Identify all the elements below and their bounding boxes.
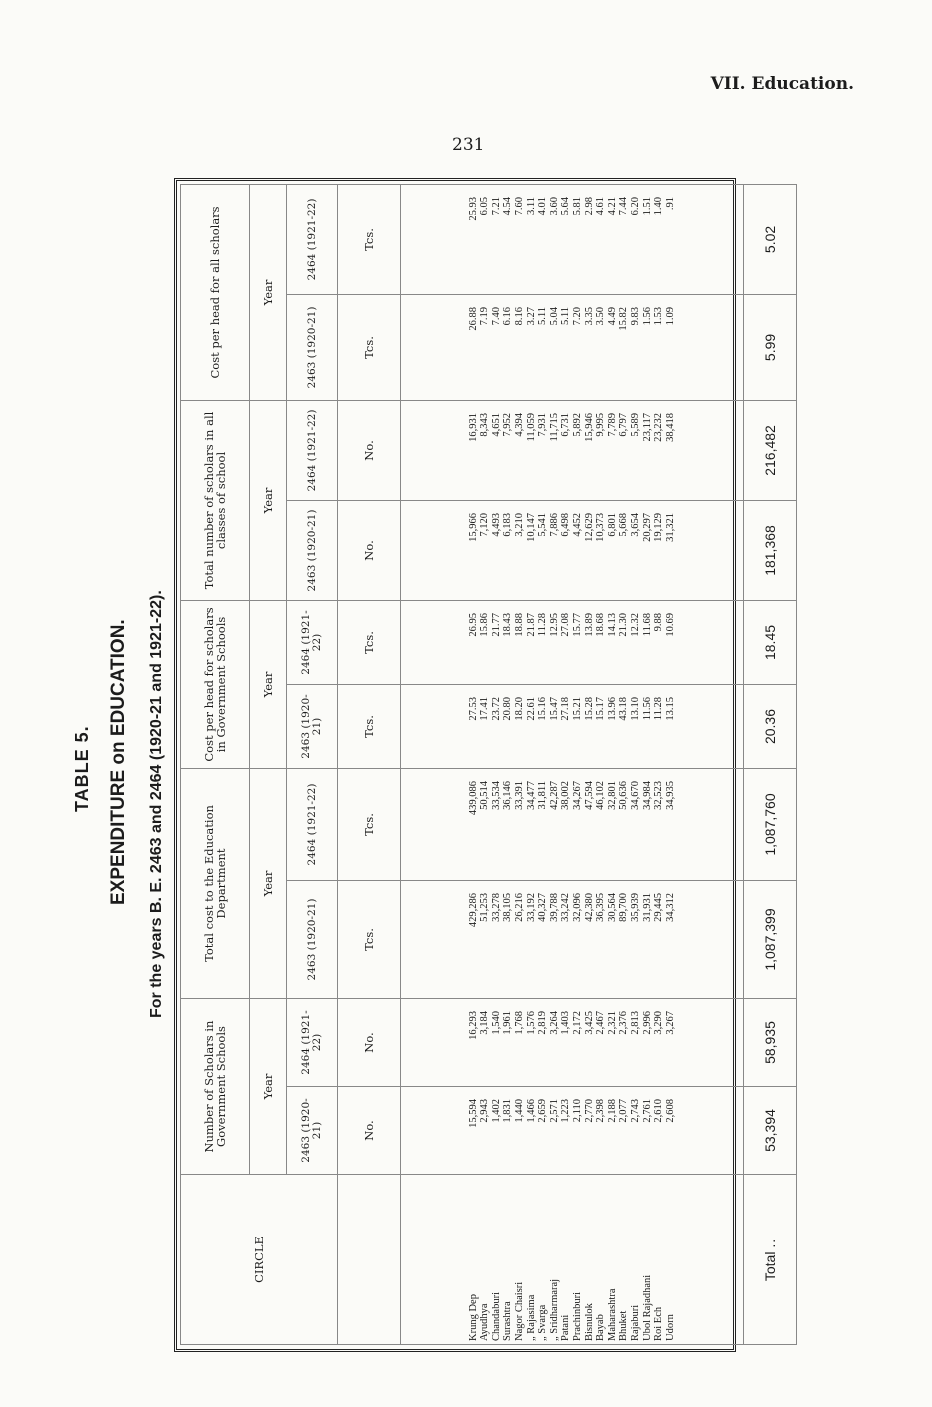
table-cell: 25.93 — [467, 196, 479, 221]
table-cell: 7.44 — [618, 196, 630, 216]
header-cost-per-head-all: Cost per head for all scholars — [181, 184, 250, 400]
circle-name: „ Sridharmaraj — [548, 1278, 560, 1341]
total-row — [744, 184, 797, 1344]
table-cell: 2,610 — [653, 1099, 665, 1123]
header-total-cost: Total cost to the Education Department — [181, 769, 250, 999]
table-cell: 10,147 — [525, 512, 537, 542]
table-cell: 1,831 — [502, 1099, 514, 1123]
year-2464: 2464 (1921-22) — [287, 600, 338, 684]
table-cell: 7,789 — [606, 412, 618, 437]
data-column — [401, 600, 744, 684]
table-cell: 34,312 — [664, 893, 676, 922]
unit-label: Tcs. — [338, 685, 401, 769]
table-cell: 7.60 — [514, 196, 526, 216]
table-cell: 3,290 — [653, 1011, 665, 1035]
table-cell: 46,102 — [595, 781, 607, 810]
data-column — [401, 400, 744, 500]
data-body — [401, 184, 744, 1344]
table-cell: 6.05 — [479, 196, 491, 216]
table-cell: 50,514 — [479, 781, 491, 810]
total-value: 216,482 — [744, 400, 797, 500]
table-cell: .91 — [664, 196, 676, 211]
total-value: 58,935 — [744, 999, 797, 1087]
table-cell: 20.80 — [502, 697, 514, 721]
table-cell: 1,768 — [514, 1011, 526, 1035]
table-cell: 15,594 — [467, 1099, 479, 1128]
table-cell: 3,264 — [548, 1011, 560, 1035]
circle-name: Prachinburi — [572, 1292, 583, 1341]
unit-label: No. — [338, 500, 401, 600]
table-cell: 13.89 — [583, 612, 595, 637]
expenditure-table — [180, 184, 797, 1345]
table-cell: 40,327 — [537, 893, 549, 922]
table-cell: 16,931 — [467, 412, 479, 442]
total-label: Total .. — [744, 1175, 797, 1345]
table-cell: 33,534 — [490, 781, 502, 810]
table-cell: 429,286 — [467, 893, 479, 928]
unit-label: Tcs. — [338, 769, 401, 881]
table-cell: 18.68 — [595, 612, 607, 637]
table-cell: 30,564 — [606, 893, 618, 922]
year-2463: 2463 (1920-21) — [287, 500, 338, 600]
year-header: Year — [250, 184, 287, 400]
circle-name: Surashtra — [502, 1301, 514, 1341]
year-2464: 2464 (1921-22) — [287, 769, 338, 881]
table-cell: 12,629 — [583, 512, 595, 542]
table-cell: 2.98 — [583, 196, 595, 216]
table-cell: 6,183 — [502, 512, 514, 537]
year-2463: 2463 (1920-21) — [287, 1087, 338, 1175]
data-column — [401, 881, 744, 999]
data-column — [401, 184, 744, 294]
total-value: 18.45 — [744, 600, 797, 684]
table-cell: 15.21 — [572, 697, 583, 721]
table-cell: 15.86 — [479, 612, 491, 637]
table-cell: 2,376 — [618, 1011, 630, 1035]
table-cell: 7,886 — [548, 512, 560, 537]
table-cell: 3,210 — [514, 512, 526, 537]
unit-label: No. — [338, 1087, 401, 1175]
table-cell: 2,659 — [537, 1099, 549, 1123]
table-cell: 1,576 — [525, 1011, 537, 1035]
table-cell: 19,129 — [653, 512, 665, 542]
table-cell: 7,952 — [502, 412, 514, 437]
table-cell: 3.35 — [583, 306, 595, 326]
total-value: 1,087,760 — [744, 769, 797, 881]
table-cell: 1,466 — [525, 1099, 537, 1123]
table-cell: 5,892 — [572, 412, 583, 437]
unit-blank — [338, 1175, 401, 1345]
table-cell: 32,096 — [572, 893, 583, 922]
table-cell: 2,172 — [572, 1011, 583, 1035]
table-cell: 4.49 — [606, 306, 618, 326]
table-cell: 15.17 — [595, 697, 607, 721]
circle-name: Chandaburi — [490, 1292, 502, 1341]
table-cell: 4.01 — [537, 196, 549, 216]
data-column — [401, 500, 744, 600]
table-cell: 11.56 — [641, 697, 653, 721]
table-cell: 5.11 — [537, 306, 549, 325]
table-cell: 23,232 — [653, 412, 665, 442]
total-value: 20.36 — [744, 685, 797, 769]
table-cell: 1,402 — [490, 1099, 502, 1123]
total-value: 5.99 — [744, 294, 797, 400]
year-2463: 2463 (1920-21) — [287, 294, 338, 400]
circle-name: Patani — [560, 1314, 572, 1341]
table-cell: 51,253 — [479, 893, 491, 922]
table-cell: 4.61 — [595, 196, 607, 216]
table-cell: 14.13 — [606, 612, 618, 637]
unit-label: Tcs. — [338, 294, 401, 400]
table-cell: 4.54 — [502, 196, 514, 216]
table-cell: 34,477 — [525, 781, 537, 810]
table-cell: 2,743 — [629, 1099, 641, 1123]
total-value: 53,394 — [744, 1087, 797, 1175]
total-value: 5.02 — [744, 184, 797, 294]
table-cell: 6,498 — [560, 512, 572, 537]
table-cell: 2,398 — [595, 1099, 607, 1123]
table-cell: 7.40 — [490, 306, 502, 326]
table-cell: 31,931 — [641, 893, 653, 922]
table-cell: 5,668 — [618, 512, 630, 537]
table-cell: 32,523 — [653, 781, 665, 810]
table-subtitle: For the years B. E. 2463 and 2464 (1920-21 and 1921-22). — [148, 590, 165, 1018]
table-cell: 2,608 — [664, 1099, 676, 1123]
year-2464: 2464 (1921-22) — [287, 400, 338, 500]
table-cell: 18.88 — [514, 612, 526, 637]
table-cell: 43.18 — [618, 697, 630, 721]
circle-name: Rajaburi — [629, 1304, 641, 1341]
table-cell: 13.96 — [606, 697, 618, 721]
table-cell: 1.53 — [653, 306, 665, 326]
table-cell: 1.51 — [641, 196, 653, 216]
table-cell: 17.41 — [479, 697, 491, 721]
table-cell: 11.28 — [653, 697, 665, 721]
table-cell: 1,540 — [490, 1011, 502, 1035]
year-header: Year — [250, 600, 287, 768]
unit-label: No. — [338, 400, 401, 500]
table-cell: 31,811 — [537, 781, 549, 810]
table-cell: 50,636 — [618, 781, 630, 810]
table-cell: 3.50 — [595, 306, 607, 326]
table-cell: 22.61 — [525, 697, 537, 721]
circle-name: Roi Ech — [653, 1306, 665, 1341]
data-column — [401, 769, 744, 881]
table-cell: 27.53 — [467, 697, 479, 721]
table-cell: 27.08 — [560, 612, 572, 637]
section-heading: VII. Education. — [710, 74, 854, 94]
table-cell: 7,931 — [537, 412, 549, 437]
table-cell: 2,813 — [629, 1011, 641, 1035]
table-cell: 11.68 — [641, 612, 653, 637]
table-cell: 2,188 — [606, 1099, 618, 1123]
table-cell: 4,394 — [514, 412, 526, 437]
table-cell: 89,700 — [618, 893, 630, 922]
table-cell: 15.16 — [537, 697, 549, 721]
table-cell: 16,293 — [467, 1011, 479, 1040]
table-cell: 439,086 — [467, 781, 479, 816]
circle-name: Maharashtra — [606, 1288, 618, 1341]
circle-column — [401, 1175, 744, 1345]
table-cell: 3.11 — [525, 196, 537, 215]
year-2464: 2464 (1921-22) — [287, 184, 338, 294]
circle-name: „ Svarga — [537, 1304, 549, 1341]
table-cell: 2,943 — [479, 1099, 491, 1123]
table-cell: 33,278 — [490, 893, 502, 922]
circle-name: Ayudhya — [479, 1303, 491, 1341]
table-cell: 6.16 — [502, 306, 514, 326]
table-cell: 34,935 — [664, 781, 676, 810]
circle-name: Ubol Rajadhani — [641, 1274, 653, 1341]
table-cell: 2,321 — [606, 1011, 618, 1035]
table-cell: 1.56 — [641, 306, 653, 326]
table-cell: 2,819 — [537, 1011, 549, 1035]
table-cell: 8,343 — [479, 412, 491, 437]
table-cell: 6.20 — [629, 196, 641, 216]
table-cell: 29,445 — [653, 893, 665, 922]
table-cell: 23.72 — [490, 697, 502, 721]
table-cell: 3,654 — [629, 512, 641, 537]
table-cell: 5,541 — [537, 512, 549, 537]
table-cell: 2,110 — [572, 1099, 583, 1123]
table-cell: 13.15 — [664, 697, 676, 721]
table-cell: 12.95 — [548, 612, 560, 637]
circle-name: Udorn — [664, 1314, 676, 1341]
table-cell: 39,788 — [548, 893, 560, 922]
table-cell: 3,425 — [583, 1011, 595, 1035]
table-cell: 1,223 — [560, 1099, 572, 1123]
table-cell: 2,761 — [641, 1099, 653, 1123]
table-cell: 11,059 — [525, 412, 537, 442]
data-column — [401, 685, 744, 769]
table-title: EXPENDITURE on EDUCATION. — [108, 619, 129, 905]
table-cell: 5.81 — [572, 196, 583, 216]
table-cell: 10,373 — [595, 512, 607, 542]
rotated-table-container — [180, 185, 778, 1345]
total-value: 181,368 — [744, 500, 797, 600]
table-cell: 11.28 — [537, 612, 549, 637]
table-cell: 15.28 — [583, 697, 595, 721]
table-cell: 1.40 — [653, 196, 665, 216]
year-header: Year — [250, 400, 287, 600]
table-cell: 5.64 — [560, 196, 572, 216]
table-cell: 21.87 — [525, 612, 537, 637]
circle-name: Bhuket — [618, 1310, 630, 1341]
table-cell: 3,184 — [479, 1011, 491, 1035]
table-cell: 1.09 — [664, 306, 676, 326]
table-cell: 21.77 — [490, 612, 502, 637]
table-cell: 15,966 — [467, 512, 479, 542]
table-cell: 9.88 — [653, 612, 665, 632]
table-cell: 4.21 — [606, 196, 618, 216]
unit-label: Tcs. — [338, 881, 401, 999]
table-cell: 21.30 — [618, 612, 630, 637]
table-cell: 38,105 — [502, 893, 514, 922]
table-cell: 5.04 — [548, 306, 560, 326]
table-cell: 15,946 — [583, 412, 595, 442]
table-cell: 6,797 — [618, 412, 630, 437]
table-cell: 23,117 — [641, 412, 653, 442]
table-cell: 4,493 — [490, 512, 502, 537]
table-cell: 13.10 — [629, 697, 641, 721]
table-cell: 36,146 — [502, 781, 514, 810]
year-2464: 2464 (1921-22) — [287, 999, 338, 1087]
table-cell: 2,770 — [583, 1099, 595, 1123]
table-cell: 26,216 — [514, 893, 526, 922]
table-cell: 2,467 — [595, 1011, 607, 1035]
year-2463: 2463 (1920-21) — [287, 881, 338, 999]
table-cell: 18.20 — [514, 697, 526, 721]
circle-header: CIRCLE — [181, 1175, 338, 1345]
table-cell: 4,452 — [572, 512, 583, 537]
unit-label: Tcs. — [338, 600, 401, 684]
table-cell: 1,961 — [502, 1011, 514, 1035]
circle-name: Nagor Chaisri — [514, 1281, 526, 1341]
table-cell: 34,984 — [641, 781, 653, 810]
table-cell: 6,801 — [606, 512, 618, 537]
circle-name: Krung Dep — [467, 1294, 479, 1341]
table-cell: 7.19 — [479, 306, 491, 326]
data-column — [401, 294, 744, 400]
table-cell: 2,571 — [548, 1099, 560, 1123]
table-cell: 20,297 — [641, 512, 653, 542]
page-number: 231 — [452, 135, 485, 155]
table-cell: 6,731 — [560, 412, 572, 437]
header-total-scholars: Total number of scholars in all classes of school — [181, 400, 250, 600]
table-cell: 18.43 — [502, 612, 514, 637]
table-cell: 33,242 — [560, 893, 572, 922]
table-cell: 33,391 — [514, 781, 526, 810]
table-cell: 3.27 — [525, 306, 537, 326]
table-cell: 7.20 — [572, 306, 583, 326]
table-cell: 4,651 — [490, 412, 502, 437]
table-cell: 7.21 — [490, 196, 502, 216]
data-column — [401, 1087, 744, 1175]
table-cell: 31,321 — [664, 512, 676, 542]
table-cell: 35,939 — [629, 893, 641, 922]
table-cell: 34,670 — [629, 781, 641, 810]
table-cell: 33,192 — [525, 893, 537, 922]
header-cost-per-head-govt: Cost per head for scholars in Government Schools — [181, 600, 250, 768]
unit-label: No. — [338, 999, 401, 1087]
circle-name: „ Rajasima — [525, 1294, 537, 1341]
year-header: Year — [250, 999, 287, 1175]
table-cell: 11,715 — [548, 412, 560, 442]
table-cell: 8.16 — [514, 306, 526, 326]
data-column — [401, 999, 744, 1087]
table-cell: 9,995 — [595, 412, 607, 437]
table-cell: 27.18 — [560, 697, 572, 721]
table-cell: 2,077 — [618, 1099, 630, 1123]
table-cell: 7,120 — [479, 512, 491, 537]
table-cell: 15.82 — [618, 306, 630, 331]
table-cell: 36,395 — [595, 893, 607, 922]
table-cell: 12.32 — [629, 612, 641, 637]
table-cell: 1,403 — [560, 1011, 572, 1035]
table-cell: 38,002 — [560, 781, 572, 810]
table-cell: 3,267 — [664, 1011, 676, 1035]
circle-name: Bayab — [595, 1314, 607, 1341]
table-cell: 47,594 — [583, 781, 595, 810]
table-cell: 26.95 — [467, 612, 479, 637]
year-header: Year — [250, 769, 287, 999]
table-cell: 38,418 — [664, 412, 676, 442]
table-cell: 5,589 — [629, 412, 641, 437]
table-cell: 42,380 — [583, 893, 595, 922]
table-cell: 2,996 — [641, 1011, 653, 1035]
table-cell: 42,287 — [548, 781, 560, 810]
table-cell: 9.83 — [629, 306, 641, 326]
header-scholars-govt: Number of Scholars in Government Schools — [181, 999, 250, 1175]
table-cell: 15.47 — [548, 697, 560, 721]
table-label: TABLE 5. — [72, 725, 92, 812]
table-cell: 34,267 — [572, 781, 583, 810]
table-cell: 32,801 — [606, 781, 618, 810]
year-2463: 2463 (1920-21) — [287, 685, 338, 769]
unit-label: Tcs. — [338, 184, 401, 294]
table-cell: 5.11 — [560, 306, 572, 325]
circle-name: Bisnulok — [583, 1303, 595, 1341]
table-cell: 26.88 — [467, 306, 479, 331]
total-value: 1,087,399 — [744, 881, 797, 999]
table-cell: 3.60 — [548, 196, 560, 216]
table-cell: 15.77 — [572, 612, 583, 637]
table-cell: 10.69 — [664, 612, 676, 637]
table-cell: 1,440 — [514, 1099, 526, 1123]
